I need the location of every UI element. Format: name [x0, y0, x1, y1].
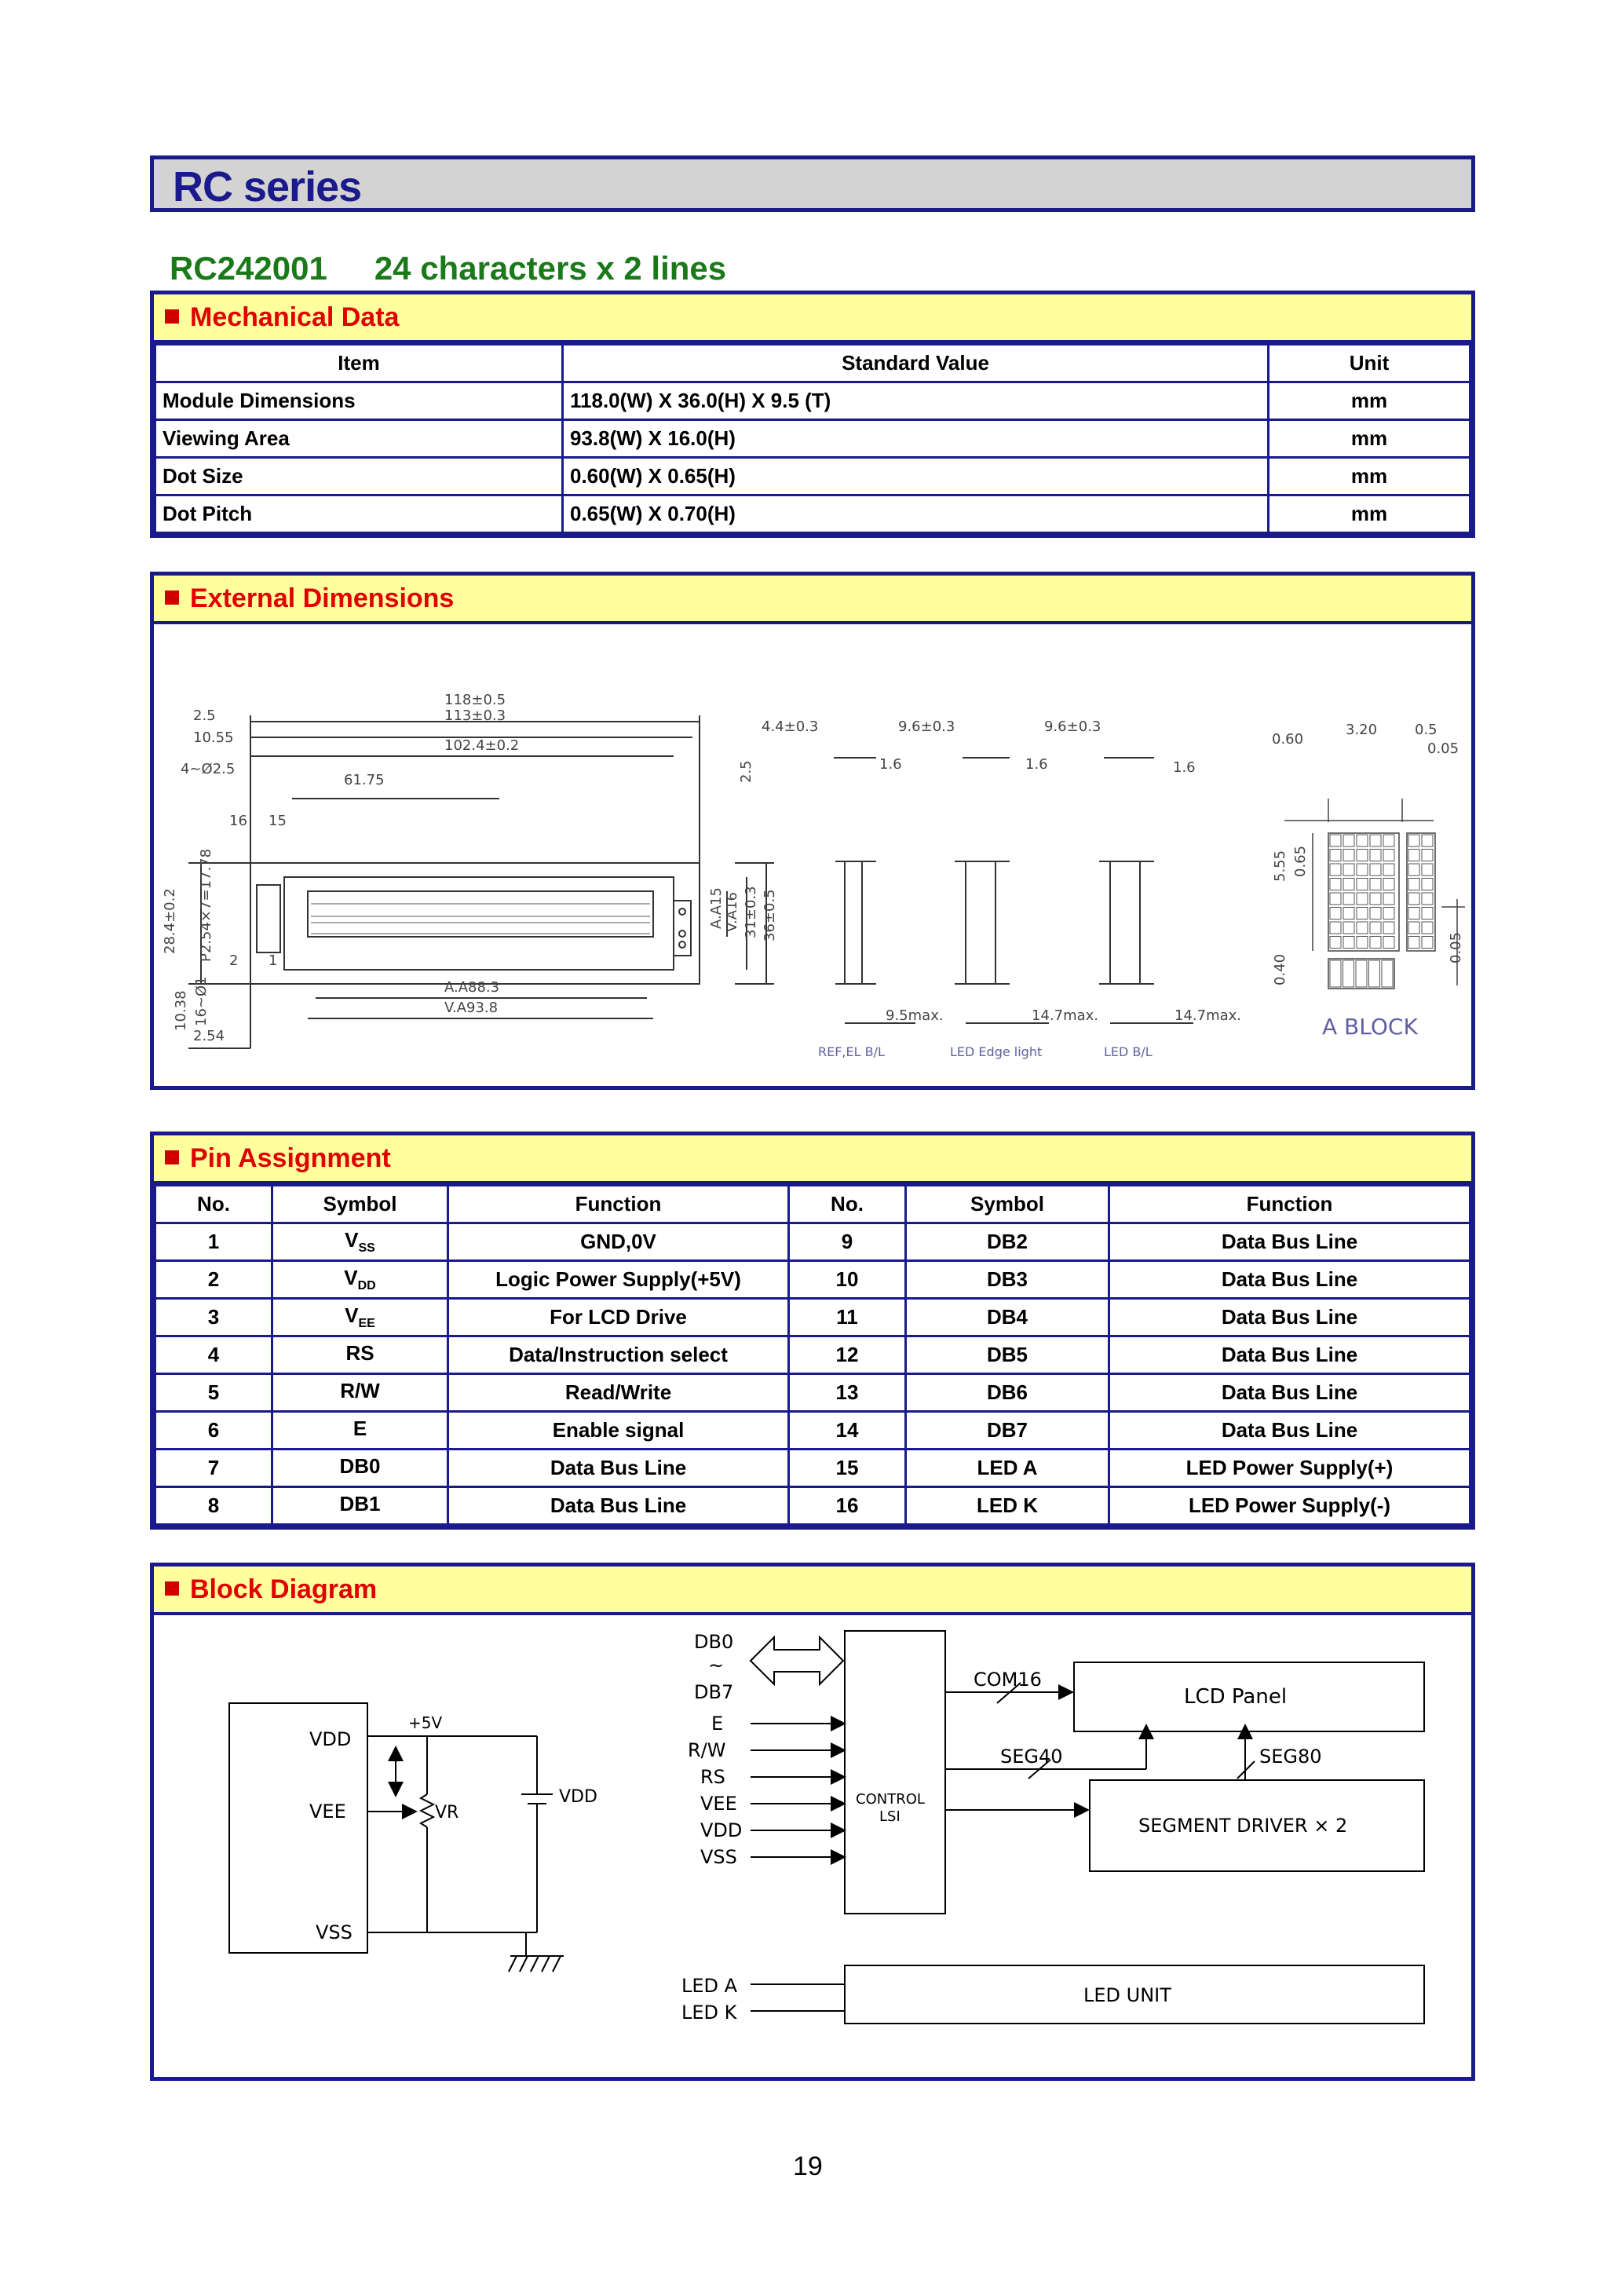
pin-function-cell: Read/Write [448, 1374, 789, 1412]
item-cell: Viewing Area [155, 420, 563, 458]
e-label: E [711, 1713, 724, 1735]
pixel-dot [1370, 893, 1381, 905]
dim-label: 1.6 [1025, 756, 1048, 773]
pin-function-cell: LED Power Supply(+) [1109, 1450, 1470, 1487]
control-lsi-box [845, 1631, 945, 1914]
pixel-dot [1383, 937, 1394, 949]
dim-label: 0.5 [1415, 722, 1438, 738]
pixel-dot [1357, 893, 1368, 905]
pixel-dot [1343, 835, 1354, 846]
symbol-text: E [353, 1416, 367, 1440]
pin-function-cell: Enable signal [448, 1412, 789, 1450]
pixel-dot [1357, 835, 1368, 846]
dim-label: 36±0.5 [762, 889, 778, 941]
pin-function-cell: Data Bus Line [1109, 1336, 1470, 1374]
pixel-dot [1383, 879, 1394, 890]
mechanical-data-title: Mechanical Data [190, 302, 400, 332]
dim-label: 16~Ø1 [193, 976, 210, 1026]
pixel-dot [1343, 922, 1354, 934]
segment-driver-label: SEGMENT DRIVER × 2 [1138, 1815, 1348, 1837]
control-label: CONTROL [856, 1791, 925, 1808]
pin-symbol-cell: LED A [906, 1450, 1109, 1487]
pin-symbol-cell: DB2 [906, 1223, 1109, 1261]
pin-number-cell: 9 [789, 1223, 906, 1261]
pixel-dot [1357, 850, 1368, 861]
value-cell: 118.0(W) X 36.0(H) X 9.5 (T) [563, 382, 1269, 420]
pixel-dot [1357, 922, 1368, 934]
rw-label: R/W [688, 1739, 726, 1761]
symbol-text: V [345, 1227, 359, 1252]
pin-number-cell: 4 [155, 1336, 272, 1374]
pixel-dot [1330, 908, 1341, 919]
pin-symbol-cell: DB5 [906, 1336, 1109, 1374]
dim-label: 61.75 [344, 772, 385, 788]
pixel-dot [1383, 864, 1394, 876]
pin-function-cell: Logic Power Supply(+5V) [448, 1261, 789, 1299]
dim-label: 0.05 [1427, 740, 1459, 757]
item-cell: Dot Size [155, 458, 563, 495]
pin-number-cell: 3 [155, 1299, 272, 1336]
pixel-dot [1408, 893, 1419, 905]
dim-label: 2.5 [738, 760, 754, 783]
dim-label: 9.6±0.3 [1044, 718, 1101, 735]
pin-function-cell: GND,0V [448, 1223, 789, 1261]
table-row [155, 1412, 1470, 1450]
pixel-dot [1330, 850, 1341, 861]
column-header: Function [448, 1186, 789, 1223]
pin-number-cell: 10 [789, 1261, 906, 1299]
column-header: No. [789, 1186, 906, 1223]
dim-label: 118±0.5 [444, 692, 506, 708]
side-view-label: LED B/L [1104, 1044, 1153, 1059]
pixel-dot [1343, 893, 1354, 905]
pixel-dot [1422, 864, 1433, 876]
dim-label: 0.65 [1292, 845, 1309, 877]
pin-number-cell: 15 [789, 1450, 906, 1487]
module-outline [250, 863, 700, 984]
pixel-grid [1330, 835, 1433, 987]
seg40-label: SEG40 [1000, 1746, 1063, 1768]
block-diagram-header [154, 1567, 1471, 1615]
series-title: RC series [173, 163, 362, 210]
pin-number-cell: 2 [155, 1261, 272, 1299]
led-k-label: LED K [681, 2002, 737, 2024]
external-dimensions-section [150, 572, 1475, 1090]
model-heading [170, 250, 726, 287]
vee-label: VEE [309, 1801, 346, 1823]
pixel-dot [1343, 850, 1354, 861]
pixel-dot [1382, 960, 1393, 987]
pin-number-cell: 11 [789, 1299, 906, 1336]
dim-label: A.A15 [708, 887, 725, 929]
pin-function-cell: Data Bus Line [1109, 1374, 1470, 1412]
pixel-dot [1408, 864, 1419, 876]
vss-label: VSS [316, 1921, 353, 1943]
bullet-square-icon [165, 1150, 179, 1164]
pin-assignment-section [150, 1132, 1475, 1530]
pixel-dot [1343, 879, 1354, 890]
dim-label: 1.6 [1173, 759, 1196, 776]
pin-assignment-table [154, 1184, 1471, 1526]
pixel-dot [1357, 908, 1368, 919]
pin-symbol-cell: DB6 [906, 1374, 1109, 1412]
dim-label: 113±0.3 [444, 707, 506, 724]
unit-cell: mm [1269, 382, 1470, 420]
column-header: Symbol [906, 1186, 1109, 1223]
pin-function-cell: Data/Instruction select [448, 1336, 789, 1374]
pixel-dot [1370, 937, 1381, 949]
symbol-subscript: SS [358, 1241, 375, 1256]
table-row [155, 1374, 1470, 1412]
tilde-label: ~ [708, 1654, 725, 1676]
pixel-dot [1330, 937, 1341, 949]
pin-function-cell: Data Bus Line [1109, 1261, 1470, 1299]
pixel-dot [1422, 879, 1433, 890]
pixel-dot [1357, 879, 1368, 890]
pixel-dot [1408, 937, 1419, 949]
page-number: 19 [793, 2152, 823, 2181]
unit-cell: mm [1269, 495, 1470, 533]
pixel-dot [1330, 893, 1341, 905]
symbol-subscript: EE [358, 1317, 375, 1331]
model-description: 24 characters x 2 lines [374, 250, 727, 287]
block-diagram-title: Block Diagram [190, 1574, 378, 1604]
vss-signal-label: VSS [700, 1846, 737, 1868]
vdd-supply-label: VDD [559, 1787, 597, 1807]
item-cell: Dot Pitch [155, 495, 563, 533]
dim-label: 3.20 [1346, 722, 1378, 738]
pixel-dot [1422, 835, 1433, 846]
pin-symbol-cell [272, 1261, 448, 1299]
pixel-dot [1330, 960, 1341, 987]
pin-symbol-cell [272, 1299, 448, 1336]
pixel-dot [1370, 922, 1381, 934]
pixel-dot [1422, 937, 1433, 949]
dim-label: V.A16 [724, 892, 740, 932]
pin-function-cell: For LCD Drive [448, 1299, 789, 1336]
pixel-dot [1356, 960, 1367, 987]
column-header: Symbol [272, 1186, 448, 1223]
pin-symbol-cell [272, 1336, 448, 1374]
pin-symbol-cell [272, 1223, 448, 1261]
dim-label: 10.55 [193, 729, 234, 746]
dim-label: 16 [229, 813, 247, 829]
pixel-dot [1343, 937, 1354, 949]
pin-symbol-cell [272, 1450, 448, 1487]
pixel-dot [1422, 893, 1433, 905]
dim-label: 1 [269, 952, 278, 969]
dim-label: 9.5max. [886, 1007, 944, 1024]
side-view-label: LED Edge light [950, 1044, 1043, 1059]
value-cell: 0.60(W) X 0.65(H) [563, 458, 1269, 495]
pin-number-cell: 12 [789, 1336, 906, 1374]
pin-assignment-title: Pin Assignment [190, 1143, 391, 1173]
seg80-label: SEG80 [1259, 1746, 1322, 1768]
lsi-label: LSI [879, 1808, 901, 1825]
pin-number-cell: 5 [155, 1374, 272, 1412]
led-unit-label: LED UNIT [1083, 1984, 1171, 2006]
pixel-dot [1370, 879, 1381, 890]
pin-function-cell: Data Bus Line [448, 1487, 789, 1525]
db7-label: DB7 [694, 1681, 734, 1703]
table-row [155, 1261, 1470, 1299]
pixel-dot [1408, 835, 1419, 846]
pin-symbol-cell [272, 1487, 448, 1525]
rs-label: RS [700, 1766, 725, 1788]
pin-number-cell: 14 [789, 1412, 906, 1450]
table-header-row [155, 345, 1470, 382]
pixel-dot [1370, 850, 1381, 861]
dimension-drawing [154, 624, 1471, 1089]
pixel-dot [1408, 908, 1419, 919]
led-a-label: LED A [681, 1975, 738, 1997]
pixel-dot [1408, 922, 1419, 934]
pin-function-cell: Data Bus Line [1109, 1223, 1470, 1261]
pixel-dot [1343, 864, 1354, 876]
pixel-dot [1383, 835, 1394, 846]
dim-label: 4~Ø2.5 [181, 761, 236, 777]
dim-label: 2.54 [193, 1028, 225, 1044]
symbol-text: DB1 [339, 1491, 381, 1515]
dim-label: 28.4±0.2 [162, 888, 178, 954]
pixel-dot [1330, 835, 1341, 846]
column-header: Item [155, 345, 563, 382]
side-view-label: REF,EL B/L [818, 1044, 885, 1059]
pixel-dot [1330, 864, 1341, 876]
pin-function-cell: Data Bus Line [1109, 1299, 1470, 1336]
pixel-dot [1383, 922, 1394, 934]
value-cell: 0.65(W) X 0.70(H) [563, 495, 1269, 533]
pin-function-cell: LED Power Supply(-) [1109, 1487, 1470, 1525]
lcd-panel-label: LCD Panel [1184, 1685, 1288, 1709]
unit-cell: mm [1269, 420, 1470, 458]
vr-label: VR [435, 1803, 459, 1823]
pixel-dot [1422, 922, 1433, 934]
pixel-dot [1357, 937, 1368, 949]
dim-label: 2.5 [193, 707, 216, 724]
symbol-text: V [345, 1303, 359, 1327]
pixel-dot [1369, 960, 1380, 987]
dim-label: A.A88.3 [444, 979, 500, 996]
symbol-subscript: DD [357, 1279, 376, 1293]
a-block-label: A BLOCK [1322, 1014, 1418, 1040]
pixel-dot [1343, 960, 1354, 987]
table-header-row [155, 1186, 1470, 1223]
dim-label: 15 [269, 813, 287, 829]
pin-function-cell: Data Bus Line [1109, 1412, 1470, 1450]
pin-symbol-cell [272, 1374, 448, 1412]
pixel-dot [1383, 893, 1394, 905]
pixel-dot [1370, 864, 1381, 876]
dim-label: 4.4±0.3 [762, 718, 819, 735]
column-header: Standard Value [563, 345, 1269, 382]
vdd-signal-label: VDD [700, 1819, 743, 1841]
pin-number-cell: 13 [789, 1374, 906, 1412]
external-dimensions-title: External Dimensions [190, 583, 455, 613]
pin-number-cell: 6 [155, 1412, 272, 1450]
pin-symbol-cell [272, 1412, 448, 1450]
table-row [155, 1223, 1470, 1261]
dim-label: 14.7max. [1032, 1007, 1099, 1024]
vdd-label: VDD [309, 1728, 352, 1750]
dim-label: 0.05 [1448, 931, 1464, 963]
pin-number-cell: 7 [155, 1450, 272, 1487]
pixel-dot [1370, 908, 1381, 919]
pin-symbol-cell: LED K [906, 1487, 1109, 1525]
value-cell: 93.8(W) X 16.0(H) [563, 420, 1269, 458]
dim-label: 0.40 [1272, 953, 1288, 985]
pixel-dot [1330, 879, 1341, 890]
dim-label: P2.54×7=17.78 [198, 848, 214, 962]
mechanical-data-header [154, 294, 1471, 343]
column-header: No. [155, 1186, 272, 1223]
dim-label: 1.6 [879, 756, 902, 773]
symbol-text: V [344, 1265, 358, 1289]
item-cell: Module Dimensions [155, 382, 563, 420]
table-row [155, 495, 1470, 533]
vee-signal-label: VEE [700, 1793, 737, 1815]
pixel-dot [1383, 908, 1394, 919]
dim-label: 10.38 [173, 990, 189, 1031]
pixel-dot [1343, 908, 1354, 919]
pin-function-cell: Data Bus Line [448, 1450, 789, 1487]
table-row [155, 1336, 1470, 1374]
dim-label: 14.7max. [1174, 1007, 1242, 1024]
bullet-square-icon [165, 590, 179, 605]
pin-number-cell: 8 [155, 1487, 272, 1525]
dim-label: 5.55 [1272, 850, 1288, 882]
pin-symbol-cell: DB7 [906, 1412, 1109, 1450]
pixel-dot [1330, 922, 1341, 934]
table-row [155, 458, 1470, 495]
dim-label: V.A93.8 [444, 1000, 499, 1016]
dim-label: 0.60 [1272, 731, 1304, 748]
unit-cell: mm [1269, 458, 1470, 495]
bullet-square-icon [165, 1581, 179, 1596]
series-title-bar [150, 155, 1475, 212]
table-row [155, 1450, 1470, 1487]
block-diagram-section [150, 1563, 1475, 2081]
table-row [155, 1299, 1470, 1336]
dim-label: 2 [229, 952, 239, 969]
plus5v-label: +5V [408, 1713, 443, 1732]
pixel-dot [1422, 908, 1433, 919]
db0-label: DB0 [694, 1631, 734, 1653]
symbol-text: R/W [340, 1378, 380, 1402]
com16-label: COM16 [974, 1669, 1042, 1691]
pixel-dot [1408, 879, 1419, 890]
dim-label: 9.6±0.3 [898, 718, 955, 735]
symbol-text: DB0 [339, 1453, 381, 1478]
pin-symbol-cell: DB4 [906, 1299, 1109, 1336]
dim-label: 102.4±0.2 [444, 737, 520, 754]
pixel-dot [1408, 850, 1419, 861]
mechanical-data-section [150, 291, 1475, 538]
pin-number-cell: 1 [155, 1223, 272, 1261]
symbol-text: RS [345, 1340, 374, 1365]
block-diagram [154, 1615, 1471, 2080]
pin-symbol-cell: DB3 [906, 1261, 1109, 1299]
pixel-dot [1383, 850, 1394, 861]
column-header: Function [1109, 1186, 1470, 1223]
table-row [155, 1487, 1470, 1525]
pin-number-cell: 16 [789, 1487, 906, 1525]
pixel-dot [1357, 864, 1368, 876]
bullet-square-icon [165, 309, 179, 324]
column-header: Unit [1269, 345, 1470, 382]
table-row [155, 420, 1470, 458]
pixel-dot [1422, 850, 1433, 861]
model-code: RC242001 [170, 250, 327, 287]
pin-assignment-header [154, 1135, 1471, 1184]
pixel-dot [1370, 835, 1381, 846]
external-dimensions-header [154, 576, 1471, 624]
table-row [155, 382, 1470, 420]
mechanical-data-table [154, 343, 1471, 534]
dim-label: 31±0.3 [743, 886, 759, 938]
